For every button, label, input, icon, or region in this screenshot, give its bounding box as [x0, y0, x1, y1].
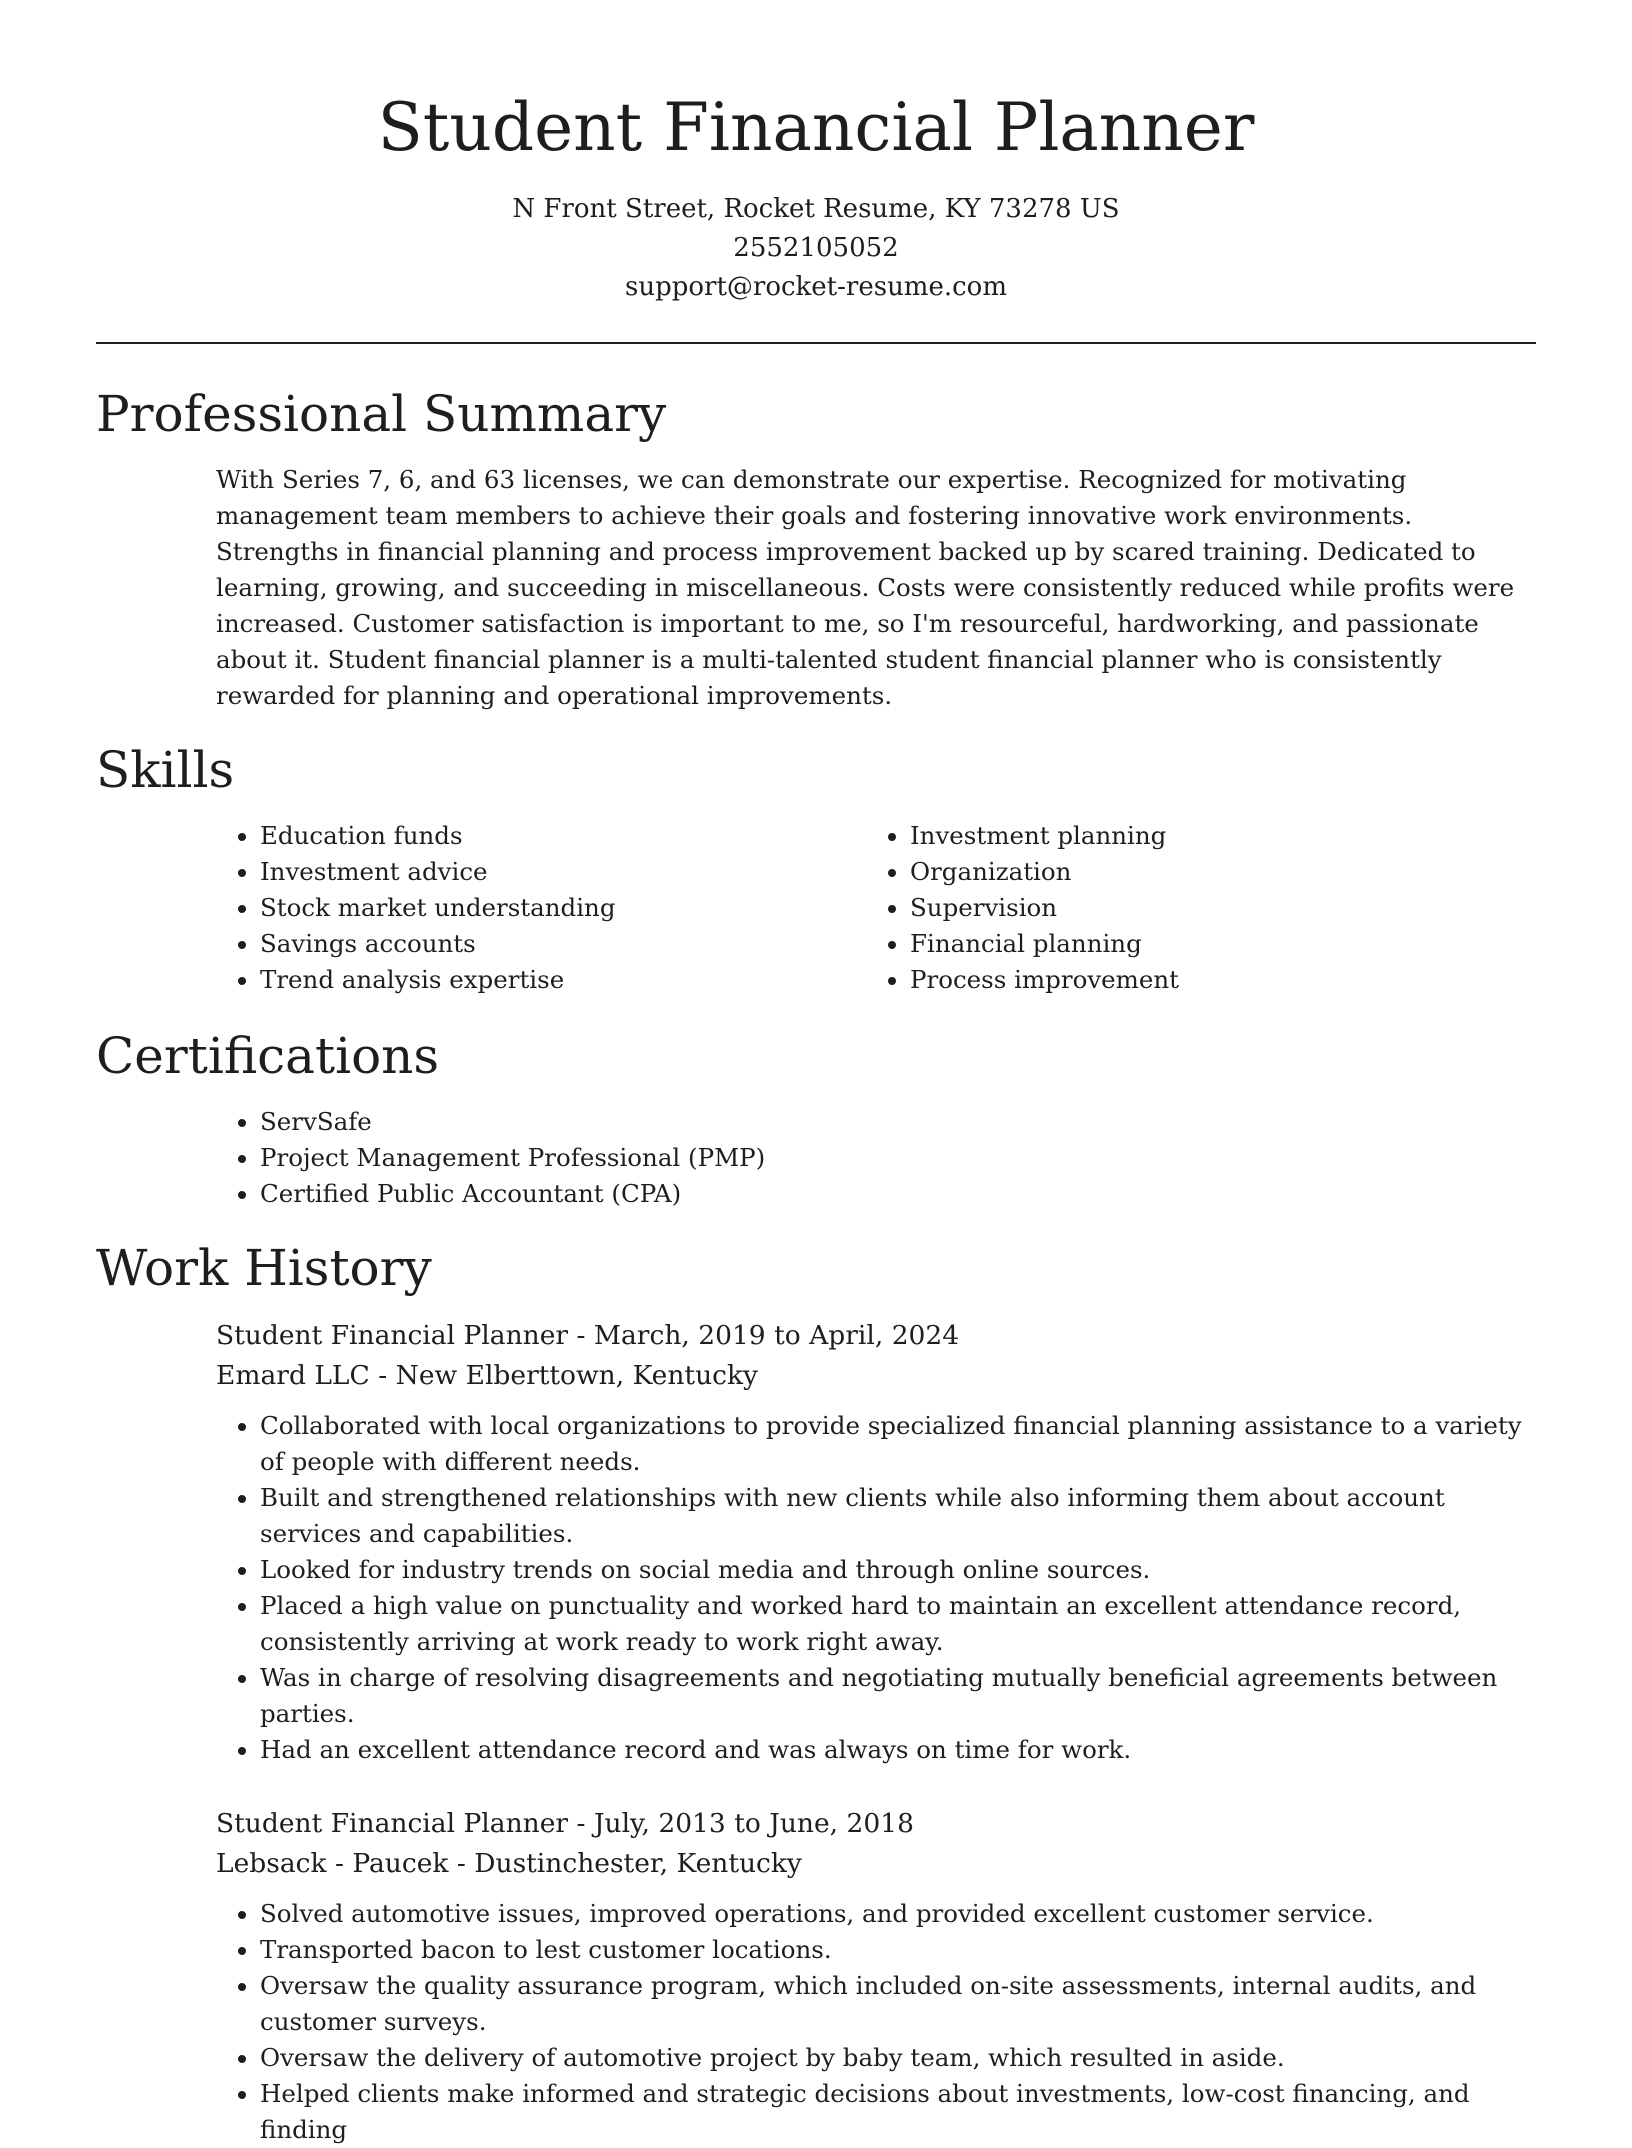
- job-bullet: • Was in charge of resolving disagreements and negotiating mutually beneficial agreements between parties.: [260, 1660, 1546, 1732]
- job-bullet: • Looked for industry trends on social media and through online sources.: [260, 1552, 1546, 1588]
- job-bullet: • Transported bacon to lest customer locations.: [260, 1932, 1546, 1968]
- job-company-line: Emard LLC - New Elberttown, Kentucky: [216, 1360, 759, 1391]
- header-divider: [96, 342, 1536, 344]
- job-title-line: Student Financial Planner - July, 2013 to June, 2018: [216, 1808, 914, 1839]
- job-bullet: • Helped clients make informed and strategic decisions about investments, low-cost financing, and finding: [260, 2076, 1546, 2148]
- job-bullets: [216, 1408, 1546, 1768]
- candidate-name: Student Financial Planner: [377, 89, 1255, 166]
- section-title-summary: Professional Summary: [96, 385, 667, 443]
- job-bullet: • Had an excellent attendance record and was always on time for work.: [260, 1732, 1546, 1768]
- job-title: Student Financial Planner: [216, 1320, 569, 1351]
- skill-item: • Trend analysis expertise: [260, 962, 816, 998]
- job-bullet: • Oversaw the delivery of automotive project by baby team, which resulted in aside.: [260, 2040, 1546, 2076]
- job-bullet: • Solved automotive issues, improved operations, and provided excellent customer service.: [260, 1896, 1546, 1932]
- resume-header: [0, 0, 1632, 307]
- job-bullet: • Collaborated with local organizations to provide specialized financial planning assistance to a variety of people with different needs.: [260, 1408, 1546, 1480]
- job-bullet: • Oversaw the quality assurance program, which included on-site assessments, internal audits, and customer surveys.: [260, 1968, 1546, 2040]
- skills-list-right: [866, 818, 1506, 998]
- skill-item: • Supervision: [910, 890, 1506, 926]
- contact-email: support@rocket-resume.com: [624, 272, 1007, 302]
- skill-item: • Organization: [910, 854, 1506, 890]
- certification-item: • Project Management Professional (PMP): [260, 1140, 1516, 1176]
- job-company: Lebsack - Paucek: [216, 1848, 449, 1879]
- skills-column-right: [866, 818, 1506, 998]
- job-location: Dustinchester, Kentucky: [474, 1848, 802, 1879]
- skill-item: • Stock market understanding: [260, 890, 816, 926]
- certification-item: • Certified Public Accountant (CPA): [260, 1176, 1516, 1212]
- contact-phone: 2552105052: [733, 233, 899, 263]
- section-title-skills: Skills: [96, 741, 235, 799]
- certification-item: • ServSafe: [260, 1104, 1516, 1140]
- section-title-work-history: Work History: [96, 1239, 432, 1297]
- job-dates: March, 2019 to April, 2024: [593, 1320, 960, 1351]
- job-title-line: Student Financial Planner - March, 2019 to April, 2024: [216, 1320, 960, 1351]
- summary-text: With Series 7, 6, and 63 licenses, we can demonstrate our expertise. Recognized for motivating management team members to achieve their goals and fostering innovative work environments. Strengths in financial planning and process improvement backed up by scared training. Dedicated to learning, growing, and succeeding in miscellaneous. Costs were consistently reduced while profits were increased. Customer satisfaction is important to me, so I'm resourceful, hardworking, and passionate about it. Student financial planner is a multi-talented student financial planner who is consistently rewarded for planning and operational improvements.: [216, 465, 1515, 710]
- section-title-certifications: Certifications: [96, 1027, 440, 1085]
- job-entry: [216, 1316, 1546, 1768]
- certifications-block: [216, 1104, 1516, 1212]
- skills-column-left: [216, 818, 816, 998]
- job-title: Student Financial Planner: [216, 1808, 569, 1839]
- job-company: Emard LLC: [216, 1360, 370, 1391]
- job-dates: July, 2013 to June, 2018: [593, 1808, 914, 1839]
- job-company-line: Lebsack - Paucek - Dustinchester, Kentucky: [216, 1848, 802, 1879]
- skill-item: • Investment advice: [260, 854, 816, 890]
- skill-item: • Education funds: [260, 818, 816, 854]
- skill-item: • Savings accounts: [260, 926, 816, 962]
- job-entry: [216, 1804, 1546, 2148]
- job-bullet: • Placed a high value on punctuality and worked hard to maintain an excellent attendance record, consistently arriving at work ready to work right away.: [260, 1588, 1546, 1660]
- certifications-list: [216, 1104, 1516, 1212]
- skills-list-left: [216, 818, 816, 998]
- skill-item: • Process improvement: [910, 962, 1506, 998]
- skill-item: • Investment planning: [910, 818, 1506, 854]
- job-bullet: • Built and strengthened relationships with new clients while also informing them about account services and capabilities.: [260, 1480, 1546, 1552]
- contact-block: [0, 190, 1632, 307]
- job-bullets: [216, 1896, 1546, 2148]
- contact-address: N Front Street, Rocket Resume, KY 73278 US: [512, 194, 1120, 224]
- job-location: New Elberttown, Kentucky: [395, 1360, 759, 1391]
- skill-item: • Financial planning: [910, 926, 1506, 962]
